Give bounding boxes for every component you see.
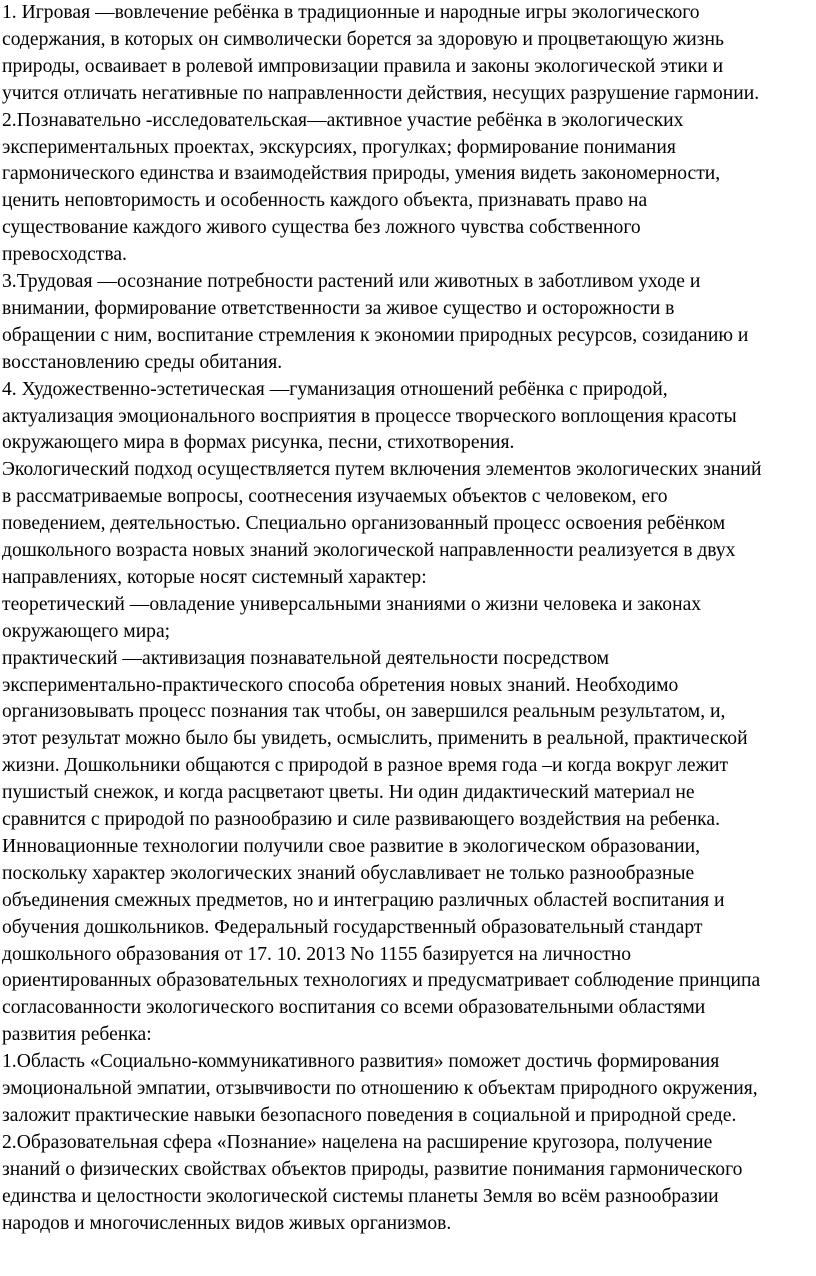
text-line: экспериментальных проектах, экскурсиях, прогулках; формирование понимания (2, 136, 676, 158)
text-line: природы, осваивает в ролевой импровизации правила и законы экологической этики и (2, 55, 724, 77)
text-line: единства и целостности экологической системы планеты Земля во всём разнообразии (2, 1185, 719, 1207)
text-line: экспериментально-практического способа обретения новых знаний. Необходимо (2, 674, 679, 696)
text-line: пушистый снежок, и когда расцветают цветы. Ни один дидактический материал не (2, 782, 695, 804)
text-line: обращении с ним, воспитание стремления к экономии природных ресурсов, созиданию и (2, 324, 749, 346)
text-line: теоретический —овладение универсальными знаниями о жизни человека и законах (2, 593, 702, 615)
text-line: окружающего мира; (2, 620, 171, 642)
text-line: ориентированных образовательных технологиях и предусматривает соблюдение принципа (2, 970, 761, 992)
text-line: сравнится с природой по разнообразию и силе развивающего воздействия на ребенка. (2, 809, 720, 830)
text-line: 4. Художественно-эстетическая —гуманизация отношений ребёнка с природой, (2, 378, 668, 400)
text-line: этот результат можно было бы увидеть, осмыслить, применить в реальной, практической (2, 728, 748, 750)
text-line: знаний о физических свойствах объектов природы, развитие понимания гармонического (2, 1158, 743, 1180)
text-line: содержания, в которых он символически борется за здоровую и процветающую жизнь (2, 28, 724, 50)
text-line: Инновационные технологии получили свое развитие в экологическом образовании, (2, 835, 700, 857)
text-line: обучения дошкольников. Федеральный государственный образовательный стандарт (2, 916, 703, 938)
text-line: существование каждого живого существа без ложного чувства собственного (2, 217, 641, 239)
text-line: 3.Трудовая —осознание потребности растений или животных в заботливом уходе и (2, 271, 701, 292)
text-line: народов и многочисленных видов живых организмов. (2, 1212, 452, 1234)
text-line: окружающего мира в формах рисунка, песни, стихотворения. (2, 432, 515, 454)
text-line: дошкольного возраста новых знаний экологической направленности реализуется в двух (2, 540, 736, 561)
text-line: поскольку характер экологических знаний обуславливает не только разнообразные (2, 862, 695, 884)
text-line: гармонического единства и взаимодействия природы, умения видеть закономерности, (2, 163, 721, 185)
text-line: ценить неповторимость и особенность каждого объекта, признавать право на (2, 190, 648, 212)
text-line: превосходства. (2, 244, 127, 266)
text-line: согласованности экологического воспитания со всеми образовательными областями (2, 997, 706, 1019)
text-line: практический —активизация познавательной деятельности посредством (2, 647, 610, 669)
text-line: 2.Познавательно -исследовательская—активное участие ребёнка в экологических (2, 109, 684, 131)
text-line: развития ребенка: (2, 1024, 152, 1046)
text-line: 1.Область «Социально-коммуникативного развития» поможет достичь формирования (2, 1051, 720, 1073)
text-line: объединения смежных предметов, но и интеграцию различных областей воспитания и (2, 889, 725, 911)
text-line: Экологический подход осуществляется путем включения элементов экологических знаний (2, 459, 762, 481)
text-line: жизни. Дошкольники общаются с природой в разное время года –и когда вокруг лежит (2, 755, 729, 777)
text-line: организовывать процесс познания так чтобы, он завершился реальным результатом, и, (2, 701, 726, 723)
text-line: внимании, формирование ответственности за живое существо и осторожности в (2, 297, 675, 319)
text-line: заложит практические навыки безопасного поведения в социальной и природной среде. (2, 1104, 737, 1126)
text-line: в рассматриваемые вопросы, соотнесения изучаемых объектов с человеком, его (2, 486, 668, 508)
text-line: актуализация эмоционального восприятия в процессе творческого воплощения красоты (2, 405, 737, 427)
text-line: эмоциональной эмпатии, отзывчивости по отношению к объектам природного окружения, (2, 1078, 758, 1099)
text-line: восстановлению среды обитания. (2, 351, 283, 373)
text-line: направлениях, которые носят системный характер: (2, 566, 427, 588)
text-line: 2.Образовательная сфера «Познание» нацелена на расширение кругозора, получение (2, 1131, 713, 1153)
text-line: дошкольного образования от 17. 10. 2013 No 1155 базируется на личностно (2, 943, 632, 965)
text-line: учится отличать негативные по направленности действия, несущих разрушение гармонии. (2, 82, 760, 104)
text-line: поведением, деятельностью. Специально организованный процесс освоения ребёнком (2, 513, 726, 535)
text-line: 1. Игровая —вовлечение ребёнка в традиционные и народные игры экологического (2, 2, 700, 23)
